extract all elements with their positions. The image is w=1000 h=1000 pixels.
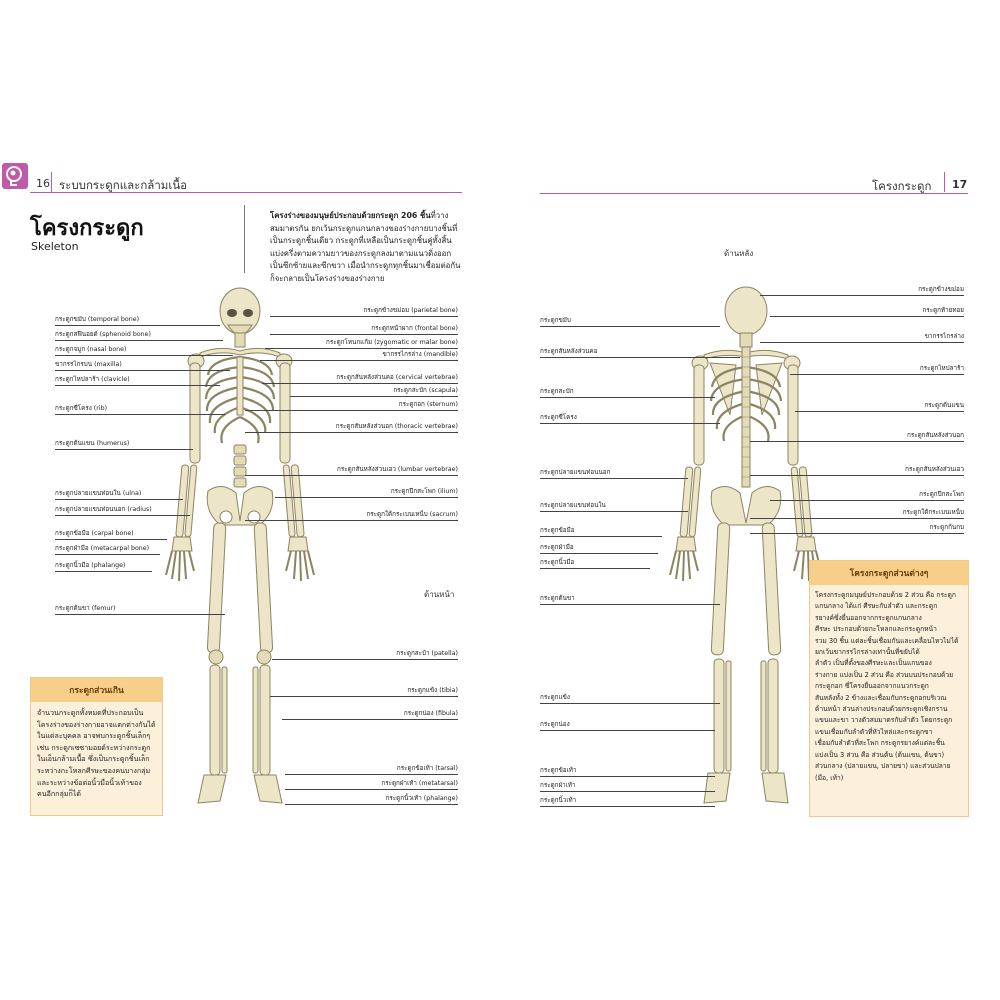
label-sphenoid-bone: กระดูกสฟีนอยด์ (sphenoid bone) xyxy=(55,331,223,341)
label-femur: กระดูกต้นขา (femur) xyxy=(55,605,225,615)
header-divider-right xyxy=(944,172,945,192)
back-spine xyxy=(742,347,750,487)
label-frontal-bone: กระดูกหน้าผาก (frontal bone) xyxy=(270,325,458,335)
label-back-parietal: กระดูกข้างขม่อม xyxy=(760,286,964,296)
label-back-humerus: กระดูกต้นแขน xyxy=(795,402,964,412)
label-back-thoracic: กระดูกสันหลังส่วนอก xyxy=(750,432,964,442)
label-back-tibia: กระดูกแข้ง xyxy=(540,694,720,704)
label-back-ulna: กระดูกปลายแขนท่อนใน xyxy=(540,502,688,512)
label-tarsal: กระดูกข้อเท้า (tarsal) xyxy=(285,765,458,775)
label-back-occipital: กระดูกท้ายทอย xyxy=(770,307,964,317)
extra-bones-box-title: กระดูกส่วนเกิน xyxy=(31,678,162,702)
page-title-english: Skeleton xyxy=(31,240,79,253)
brain-head-icon xyxy=(2,163,28,189)
back-view-label: ด้านหลัง xyxy=(724,249,754,258)
skeleton-parts-box-body: โครงกระดูกมนุษย์ประกอบด้วย 2 ส่วน คือ กระดูก แกนกลาง ได้แก่ ศีรษะกับลำตัว และกระดูก รยางค์ซึ่งยื่นออกจากกระดูกแกนกลาง ศีรษะ ประกอบด้วยกะโหลกและกระดูกหน้า รวม 30 ชิ้น แต่ละชิ้นเชื่อมกันและเคลื่อนไหวไม่ได้ ยกเว้นขากรรไกรล่างเท่านั้นที่ขยับได้ ลำตัว เป็นที่ตั้งของศีรษะและเป็นแกนของ ร่างกาย แบ่งเป็น 2 ส่วน คือ ส่วนบนประกอบด้วย กระดูกอก ซี่โครงยื่นออกจากแนวกระดูก สันหลังทั้ง 2 ข้างและเชื่อมกับกระดูกอกบริเวณ ด้านหน้า ส่วนล่างประกอบด้วยกระดูกเชิงกราน แขนและขา วางตัวสมมาตรกับลำตัว โดยกระดูก แขนเชื่อมกับลำตัวที่หัวไหล่และกระดูกขา เชื่อมกับลำตัวที่สะโพก กระดูกรยางค์แต่ละชิ้น แบ่งเป็น 3 ส่วน คือ ส่วนต้น (ต้นแขน, ต้นขา) ส่วนกลาง (ปลายแขน, ปลายขา) และส่วนปลาย (มือ, เท้า) xyxy=(815,591,959,782)
label-back-phalange-hand: กระดูกนิ้วมือ xyxy=(540,559,650,569)
label-back-lumbar: กระดูกสันหลังส่วนเอว xyxy=(750,466,964,476)
label-thoracic-vertebrae: กระดูกสันหลังส่วนอก (thoracic vertebrae) xyxy=(245,423,458,433)
label-back-metatarsal: กระดูกฝ่าเท้า xyxy=(540,782,715,792)
front-view-label: ด้านหน้า xyxy=(424,590,455,599)
page-title-thai: โครงกระดูก xyxy=(30,216,144,241)
label-phalange-foot: กระดูกนิ้วเท้า (phalange) xyxy=(285,795,458,805)
label-back-cervical: กระดูกสันหลังส่วนคอ xyxy=(540,348,740,358)
label-back-fibula: กระดูกน่อง xyxy=(540,721,715,731)
label-patella: กระดูกสะบ้า (patella) xyxy=(272,650,458,660)
label-sternum: กระดูกอก (sternum) xyxy=(245,401,458,411)
label-back-carpal: กระดูกข้อมือ xyxy=(540,527,662,537)
label-mandible: ขากรรไกรล่าง (mandible) xyxy=(260,351,458,361)
label-carpal-bone: กระดูกข้อมือ (carpal bone) xyxy=(55,530,167,540)
label-maxilla: ขากรรไกรบน (maxilla) xyxy=(55,361,230,371)
left-page-number: 16 xyxy=(36,177,50,190)
left-header-rule xyxy=(30,192,462,193)
skeleton-parts-box-title: โครงกระดูกส่วนต่างๆ xyxy=(810,561,968,585)
label-ilium: กระดูกปีกสะโพก (ilium) xyxy=(275,488,458,498)
label-back-ilium: กระดูกปีกสะโพก xyxy=(770,491,964,501)
front-legs xyxy=(198,523,282,803)
label-cervical-vertebrae: กระดูกสันหลังส่วนคอ (cervical vertebrae) xyxy=(262,374,458,384)
left-running-title: ระบบกระดูกและกล้ามเนื้อ xyxy=(59,178,188,192)
header-divider xyxy=(51,172,52,192)
label-back-phalange-foot: กระดูกนิ้วเท้า xyxy=(540,797,715,807)
right-page-number: 17 xyxy=(952,178,968,191)
label-back-mandible: ขากรรไกรล่าง xyxy=(760,333,964,343)
label-parietal-bone: กระดูกข้างขม่อม (parietal bone) xyxy=(270,307,458,317)
label-back-scapula: กระดูกสะบัก xyxy=(540,388,715,398)
label-fibula: กระดูกน่อง (fibula) xyxy=(282,710,458,720)
label-back-radius: กระดูกปลายแขนท่อนนอก xyxy=(540,469,688,479)
label-back-temporal: กระดูกขมับ xyxy=(540,317,720,327)
extra-bones-box xyxy=(30,677,163,816)
label-back-rib: กระดูกซี่โครง xyxy=(540,414,720,424)
intro-rule xyxy=(244,205,245,273)
label-humerus: กระดูกต้นแขน (humerus) xyxy=(55,440,193,450)
label-nasal-bone: กระดูกจมูก (nasal bone) xyxy=(55,346,233,356)
label-back-femur: กระดูกต้นขา xyxy=(540,595,720,605)
label-phalange-hand: กระดูกนิ้วมือ (phalange) xyxy=(55,562,152,572)
label-tibia: กระดูกแข้ง (tibia) xyxy=(270,687,458,697)
back-legs xyxy=(704,523,788,803)
label-sacrum: กระดูกใต้กระเบนเหน็บ (sacrum) xyxy=(245,511,458,521)
label-back-tarsal: กระดูกข้อเท้า xyxy=(540,767,715,777)
intro-bold-text: โครงร่างของมนุษย์ประกอบด้วยกระดูก 206 ชิ้น xyxy=(270,211,431,220)
label-zygomatic-bone: กระดูกโหนกแก้ม (zygomatic or malar bone) xyxy=(265,339,458,349)
label-back-metacarpal: กระดูกฝ่ามือ xyxy=(540,544,658,554)
skeleton-parts-box xyxy=(809,560,969,817)
label-rib: กระดูกซี่โครง (rib) xyxy=(55,405,225,415)
label-ulna: กระดูกปลายแขนท่อนใน (ulna) xyxy=(55,490,183,500)
label-radius: กระดูกปลายแขนท่อนนอก (radius) xyxy=(55,506,190,516)
label-scapula: กระดูกสะบัก (scapula) xyxy=(290,387,458,397)
label-clavicle: กระดูกไหปลาร้า (clavicle) xyxy=(55,376,220,386)
extra-bones-box-body: จำนวนกระดูกทั้งหมดที่ประกอบเป็น โครงร่างของร่างกายอาจแตกต่างกันได้ ในแต่ละบุคคล อาจพบกระดูกชิ้นเล็กๆ เช่น กระดูกเซซามอยด์ระหว่างกระดูก ในเอ็นกล้ามเนื้อ ซึ่งเป็นกระดูกชิ้นเล็ก ระหว่างกะโหลกศีรษะของคนบางกลุ่ม และระหว่างข้อต่อนิ้วมือนิ้วเท้าของ คนอีกกลุ่มก็ได้ xyxy=(37,708,156,799)
label-back-coccyx: กระดูกก้นกบ xyxy=(750,524,964,534)
right-running-title: โครงกระดูก xyxy=(872,179,932,193)
front-left-arm xyxy=(166,354,204,581)
label-temporal-bone: กระดูกขมับ (temporal bone) xyxy=(55,316,220,326)
intro-paragraph xyxy=(270,210,462,286)
label-metatarsal: กระดูกฝ่าเท้า (metatarsal) xyxy=(285,780,458,790)
intro-text: ที่วางสมมาตรกัน ยกเว้นกระดูกแกนกลางของร่างกายบางชิ้นที่เป็นกระดูกชิ้นเดียว กระดูกที่เหลือเป็นกระดูกชิ้นคู่ทั้งสิ้น แบ่งครึ่งตามความยาวของกระดูกลงมาตามแนวดิ่งออกเป็นซีกซ้ายและซีกขวา เมื่อนำกระดูกทุกชิ้นมาเชื่อมต่อกันก็จะกลายเป็นโครงร่างของร่างกาย xyxy=(270,211,461,283)
label-back-clavicle: กระดูกไหปลาร้า xyxy=(790,365,964,375)
right-header-rule xyxy=(540,193,968,194)
label-metacarpal-bone: กระดูกฝ่ามือ (metacarpal bone) xyxy=(55,545,160,555)
label-back-sacrum: กระดูกใต้กระเบนเหน็บ xyxy=(750,509,964,519)
chapter-icon-badge xyxy=(2,163,28,189)
label-lumbar-vertebrae: กระดูกสันหลังส่วนเอว (lumbar vertebrae) xyxy=(245,466,458,476)
